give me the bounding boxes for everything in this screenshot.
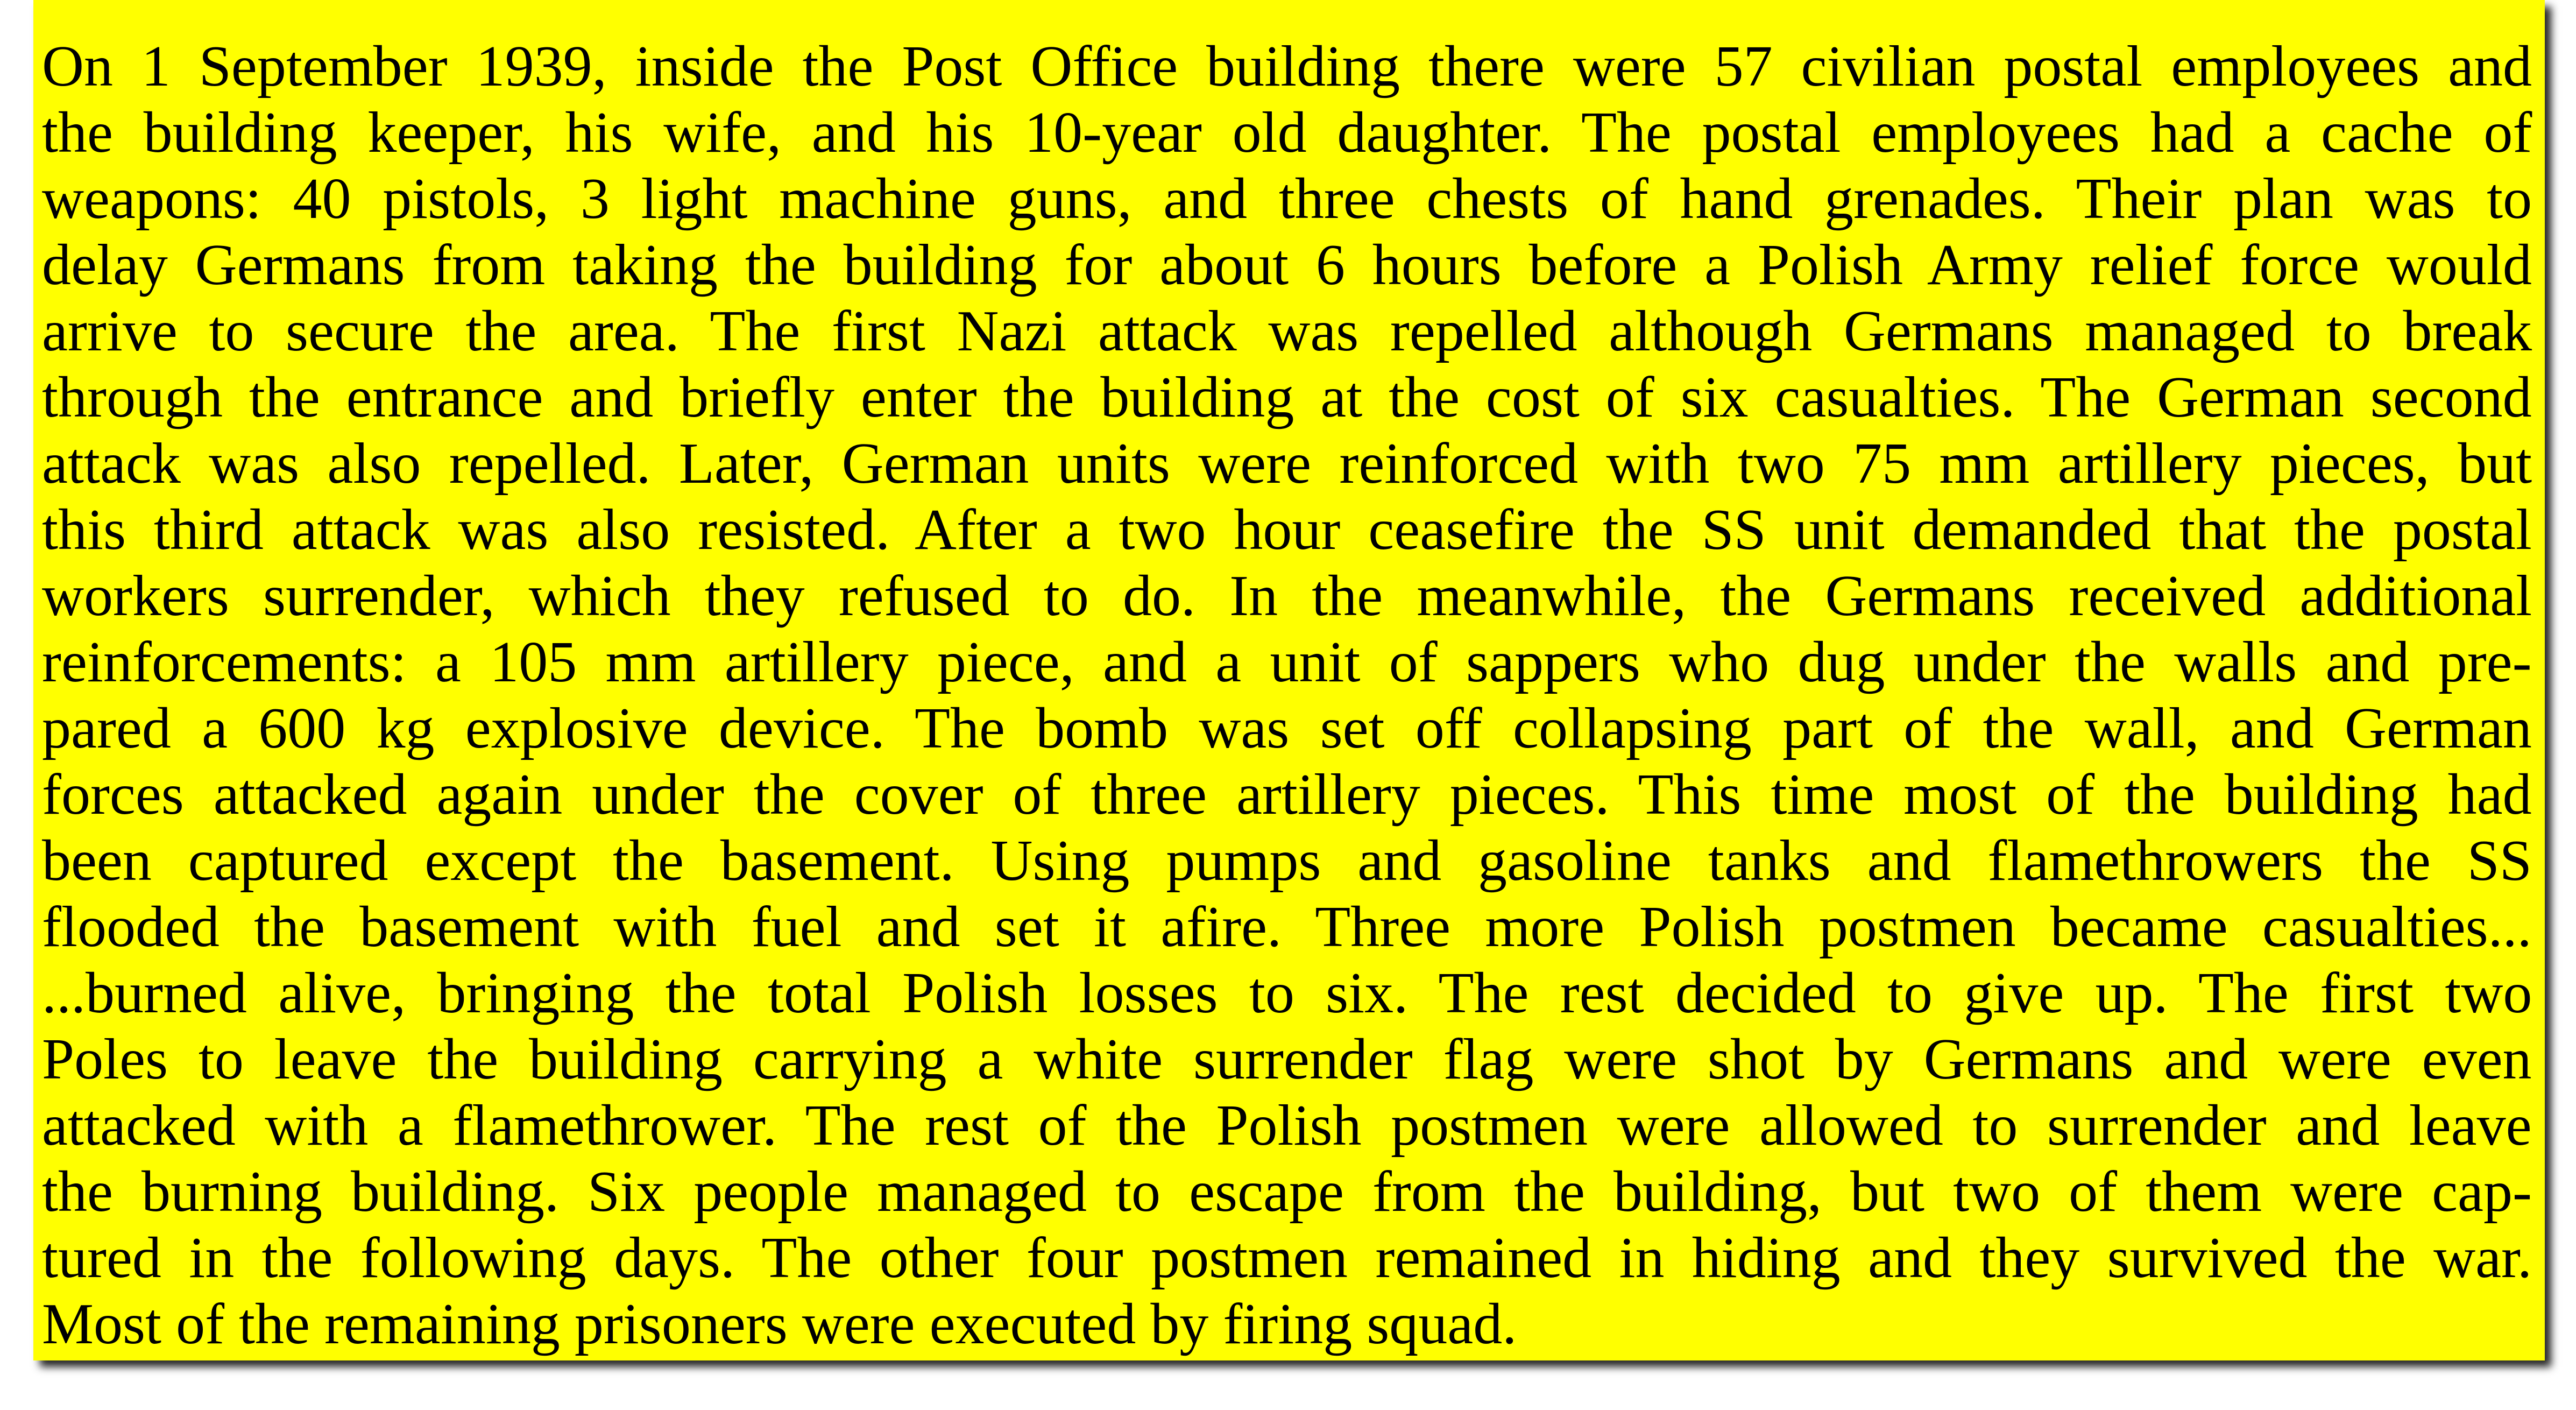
text-line-4: delay Germans from taking the building for about 6 hours before a Polish Army relief force would	[42, 233, 2532, 297]
text-line-18: the burning building. Six people managed to escape from the building, but two of them were cap-	[42, 1160, 2532, 1224]
text-line-17: attacked with a flamethrower. The rest of the Polish postmen were allowed to surrender and leave	[42, 1094, 2532, 1158]
text-line-5: arrive to secure the area. The first Nazi attack was repelled although Germans managed to break	[42, 299, 2532, 363]
passage-text	[42, 33, 2532, 1357]
text-line-10: reinforcements: a 105 mm artillery piece, and a unit of sappers who dug under the walls and pre-	[42, 630, 2532, 694]
text-line-1: On 1 September 1939, inside the Post Office building there were 57 civilian postal employees and	[42, 34, 2532, 98]
text-line-9: workers surrender, which they refused to do. In the meanwhile, the Germans received additional	[42, 564, 2532, 628]
highlighted-text-panel	[33, 0, 2545, 1360]
text-line-11: pared a 600 kg explosive device. The bomb was set off collapsing part of the wall, and German	[42, 696, 2532, 760]
text-line-7: attack was also repelled. Later, German units were reinforced with two 75 mm artillery pieces, but	[42, 432, 2532, 496]
text-line-16: Poles to leave the building carrying a white surrender flag were shot by Germans and were even	[42, 1027, 2532, 1091]
text-line-14: flooded the basement with fuel and set it afire. Three more Polish postmen became casualties...	[42, 895, 2532, 959]
text-line-12: forces attacked again under the cover of three artillery pieces. This time most of the building had	[42, 763, 2532, 827]
text-line-13: been captured except the basement. Using pumps and gasoline tanks and flamethrowers the SS	[42, 829, 2532, 893]
text-line-15: ...burned alive, bringing the total Polish losses to six. The rest decided to give up. The first two	[42, 961, 2532, 1025]
text-line-2: the building keeper, his wife, and his 10-year old daughter. The postal employees had a cache of	[42, 101, 2532, 165]
text-line-6: through the entrance and briefly enter the building at the cost of six casualties. The German second	[42, 365, 2532, 429]
text-line-3: weapons: 40 pistols, 3 light machine guns, and three chests of hand grenades. Their plan was to	[42, 167, 2532, 231]
text-line-8: this third attack was also resisted. After a two hour ceasefire the SS unit demanded that the postal	[42, 498, 2532, 562]
text-line-20: Most of the remaining prisoners were executed by firing squad.	[42, 1292, 1517, 1356]
text-line-19: tured in the following days. The other four postmen remained in hiding and they survived the war.	[42, 1226, 2532, 1290]
